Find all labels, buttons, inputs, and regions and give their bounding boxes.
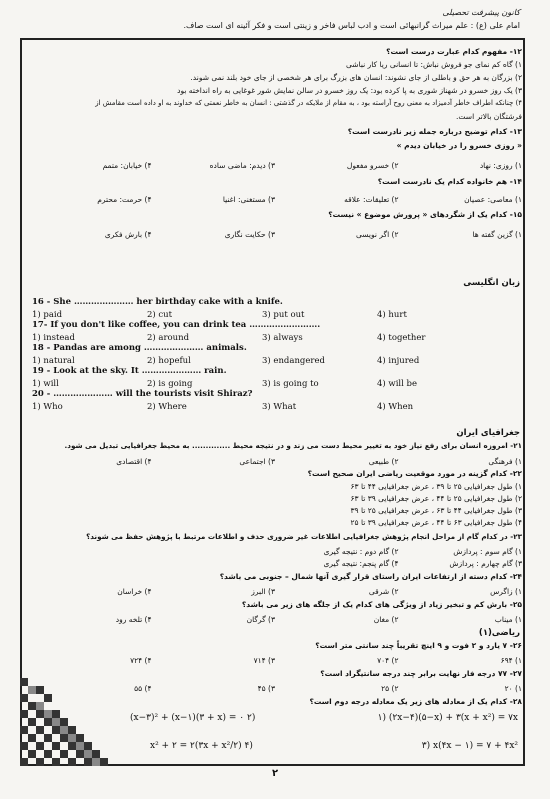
q17-stem: 17- If you don't like coffee, you can drink tea ……………………. (32, 320, 321, 330)
q16-option-3: 3) put out (262, 310, 305, 320)
q18-option-3: 3) endangered (262, 356, 325, 366)
q28-equation-4: x² + ۲ = ۲(۳x + x²/۲) (150, 741, 242, 751)
q18-option-1: 1) natural (32, 356, 75, 366)
q14-option-4: ۴) حرمت: محترم (97, 195, 152, 204)
header-motto: امام علی (ع) : علم میراث گرانبهائی است و ادب لباس فاخر و زینتی است و فکر آئینه ای است صاف. (183, 21, 520, 30)
q19-option-4: 4) will be (377, 379, 418, 389)
q12-option-1: ۱) گاه کم نمای جو فروش نباش: تا انسانی ریا کار نباشی (346, 60, 522, 69)
page-header (30, 6, 520, 38)
q17-options (32, 333, 492, 343)
geography-section-title: جغرافیای ایران (456, 428, 520, 438)
q24-option-2: ۲) شرقی (368, 587, 399, 596)
q20-option-2: 2) Where (147, 402, 187, 412)
q14-stem: ۱۴- هم خانواده کدام یک نادرست است؟ (377, 177, 522, 186)
q17-option-3: 3) always (262, 333, 303, 343)
header-logo: کانون پیشرفت تحصیلی (442, 8, 520, 17)
q23-option-1: ۱) گام سوم : پردازش (453, 547, 522, 556)
q24-option-3: ۳) البرز (251, 587, 275, 596)
q22-option-4: ۴) طول جغرافیایی ۶۳ تا ۴۴ ، عرض جغرافیایی ۳۹ تا ۲۵ (350, 518, 522, 527)
q13-stem: ۱۳- کدام توضیح درباره جمله زیر نادرست است؟ (347, 127, 522, 136)
q15-option-4: ۴) بارش فکری (104, 230, 152, 239)
english-section-title: زبان انگلیسی (463, 278, 520, 288)
q20-stem: 20 - ………………… will the tourists visit Shiraz? (32, 389, 253, 399)
q13-quote: « روزی خسرو را در خیابان دیدم » (396, 141, 522, 150)
q23-options-row-1 (28, 547, 522, 556)
q24-option-1: ۱) زاگرس (490, 587, 522, 596)
q28-option-4 (150, 741, 253, 751)
page-number: ۲ (271, 768, 279, 779)
q12-option-2: ۲) بزرگان به هر حق و باطلی از جای نشوند: انسان های بزرگ برای هر شخصی از جای خود بلند نمی شوند. (190, 73, 522, 82)
q23-options-row-2 (28, 559, 522, 568)
q15-option-1: ۱) گزین گفته ها (472, 230, 522, 239)
q26-option-2: ۲) ۷۰۴ (377, 656, 399, 665)
q28-label-3: ۳) (421, 741, 431, 751)
q13-option-4: ۴) خیابان: متمم (102, 161, 152, 170)
q27-option-2: ۲) ۲۵ (381, 684, 399, 693)
q16-option-4: 4) hurt (377, 310, 407, 320)
q15-options (28, 230, 522, 239)
q19-option-1: 1) will (32, 379, 59, 389)
q18-option-4: 4) injured (377, 356, 420, 366)
q21-options (28, 457, 522, 466)
q18-option-2: 2) hopeful (147, 356, 191, 366)
q21-option-3: ۳) اجتماعی (239, 457, 275, 466)
q17-option-2: 2) around (147, 333, 190, 343)
q21-option-1: ۱) فرهنگی (488, 457, 522, 466)
q28-equation-1: (۲x−۴)(۵−x) + ۳(x + x²) = ۷x (388, 713, 518, 723)
q21-option-4: ۴) اقتصادی (116, 457, 152, 466)
q25-option-3: ۳) گرگان (246, 615, 275, 624)
q13-option-1: ۱) روزی: نهاد (479, 161, 522, 170)
q19-stem: 19 - Look at the sky. It ………………… rain. (32, 366, 227, 376)
q24-option-4: ۴) خراسان (117, 587, 152, 596)
q12-option-4: ۴) چنانکه اطراف خاطر آدمیزاد به معنی روح آراسته بود ، به مقام از ملایکه در گذشتی : انسان به خاطر نعمتی که خداوند به او داده است مقامش از (95, 99, 522, 107)
q28-option-1 (378, 713, 518, 723)
q13-options (28, 161, 522, 170)
q16-option-1: 1) paid (32, 310, 63, 320)
q14-options (28, 195, 522, 204)
q25-option-2: ۲) مغان (373, 615, 399, 624)
q20-option-1: 1) Who (32, 402, 63, 412)
q14-option-1: ۱) معاصی: عصیان (464, 195, 522, 204)
q14-option-3: ۳) مستغنی: اغنیا (222, 195, 275, 204)
q27-stem: ۲۷- ۷۷ درجه فار نهایت برابر چند درجه سانتیگراد است؟ (320, 669, 522, 678)
q27-option-3: ۳) ۴۵ (257, 684, 275, 693)
q25-option-1: ۱) میناب (494, 615, 522, 624)
q28-label-2: ۲) (246, 713, 256, 723)
q23-stem: ۲۳- در کدام گام از مراحل انجام پژوهش جغرافیایی اطلاعات غیر ضروری حذف و اطلاعات مرتبط با پژوهش حفظ می شوند؟ (86, 532, 522, 541)
q28-equation-3: x(۴x − ۱) = ۷ + ۴x² (433, 741, 518, 751)
q16-options (32, 310, 492, 320)
q22-stem: ۲۲- کدام گزینه در مورد موقعیت ریاضی ایران صحیح است؟ (307, 469, 522, 478)
q28-option-3 (422, 741, 518, 751)
q24-options (28, 587, 522, 596)
q18-stem: 18 - Pandas are among ………………… animals. (32, 343, 247, 353)
q24-stem: ۲۴- کدام دسته از ارتفاعات ایران راستای قرار گیری آنها شمال – جنوبی می باشد؟ (219, 572, 522, 581)
q28-equation-2: (x−۳)² + (x−۱)(۳ + x) = ۰ (130, 713, 245, 723)
q23-option-4: ۴) گام پنجم: نتیجه گیری (323, 559, 399, 568)
q12-option-3: ۳) یک روز خسرو در شهناز شوری به پا کرده بود: یک روز خسرو در سالن نمایش شور غوغایی به راه انداخته بود (177, 86, 522, 95)
q22-option-2: ۲) طول جغرافیایی ۲۵ تا ۴۴ ، عرض جغرافیایی ۳۹ تا ۶۳ (350, 494, 522, 503)
q12-stem: ۱۲- مفهوم کدام عبارت درست است؟ (386, 47, 522, 56)
q26-option-3: ۳) ۷۱۴ (253, 656, 275, 665)
q20-options (32, 402, 492, 412)
q27-option-4: ۴) ۵۵ (134, 684, 152, 693)
q28-label-1: ۱) (377, 713, 387, 723)
q20-option-4: 4) When (377, 402, 414, 412)
q17-option-1: 1) instead (32, 333, 75, 343)
q20-option-3: 3) What (262, 402, 297, 412)
corner-mosaic-decoration (20, 678, 110, 766)
q25-stem: ۲۵- بارش کم و تبخیر زیاد از ویژگی های کدام یک از جلگه های زیر می باشد؟ (241, 600, 522, 609)
q28-stem: ۲۸- کدام یک از معادله های زیر یک معادله درجه دوم است؟ (309, 697, 522, 706)
q22-option-1: ۱) طول جغرافیایی ۲۵ تا ۳۹ ، عرض جغرافیایی ۴۴ تا ۶۳ (350, 482, 522, 491)
q28-option-2 (130, 713, 255, 723)
q12-option-4-cont: فرشتگان بالاتر است. (456, 112, 522, 121)
q25-options (28, 615, 522, 624)
q17-option-4: 4) together (377, 333, 426, 343)
q13-option-2: ۲) خسرو مفعول (346, 161, 399, 170)
q21-option-2: ۲) طبیعی (368, 457, 399, 466)
q16-option-2: 2) cut (147, 310, 173, 320)
q23-option-2: ۲) گام دوم : نتیجه گیری (323, 547, 399, 556)
q28-label-4: ۴) (244, 741, 253, 751)
q14-option-2: ۲) تعلیقات: علاقه (344, 195, 399, 204)
q15-option-2: ۲) اگر نویسی (355, 230, 399, 239)
q13-option-3: ۳) دیدم: ماضی ساده (209, 161, 275, 170)
q26-options (28, 656, 522, 665)
q19-option-2: 2) is going (147, 379, 193, 389)
q19-options (32, 379, 492, 389)
q26-option-4: ۴) ۷۲۴ (130, 656, 152, 665)
q27-option-1: ۱) ۲۰ (504, 684, 522, 693)
q25-option-4: ۴) تلخه رود (115, 615, 152, 624)
q26-stem: ۲۶- ۷ یارد و ۲ فوت و ۹ اینچ تقریباً چند سانتی متر است؟ (315, 641, 522, 650)
q15-option-3: ۳) حکایت نگاری (224, 230, 275, 239)
q19-option-3: 3) is going to (262, 379, 319, 389)
q16-stem: 16 - She ………………… her birthday cake with a knife. (32, 297, 283, 307)
q23-option-3: ۳) گام چهارم : پردازش (449, 559, 522, 568)
q22-option-3: ۳) طول جغرافیایی ۴۴ تا ۶۳ ، عرض جغرافیایی ۲۵ تا ۳۹ (350, 506, 522, 515)
math-section-title: ریاضی(۱) (478, 628, 520, 638)
q18-options (32, 356, 492, 366)
q21-stem: ۲۱- امروزه انسان برای رفع نیاز خود به تغییر محیط دست می زند و در نتیجه محیط .............. به محیط جغرافیایی تبدیل می شود. (64, 441, 522, 450)
q26-option-1: ۱) ۶۹۴ (500, 656, 522, 665)
q15-stem: ۱۵- کدام یک از شگردهای « پرورش موضوع » نیست؟ (328, 210, 522, 219)
